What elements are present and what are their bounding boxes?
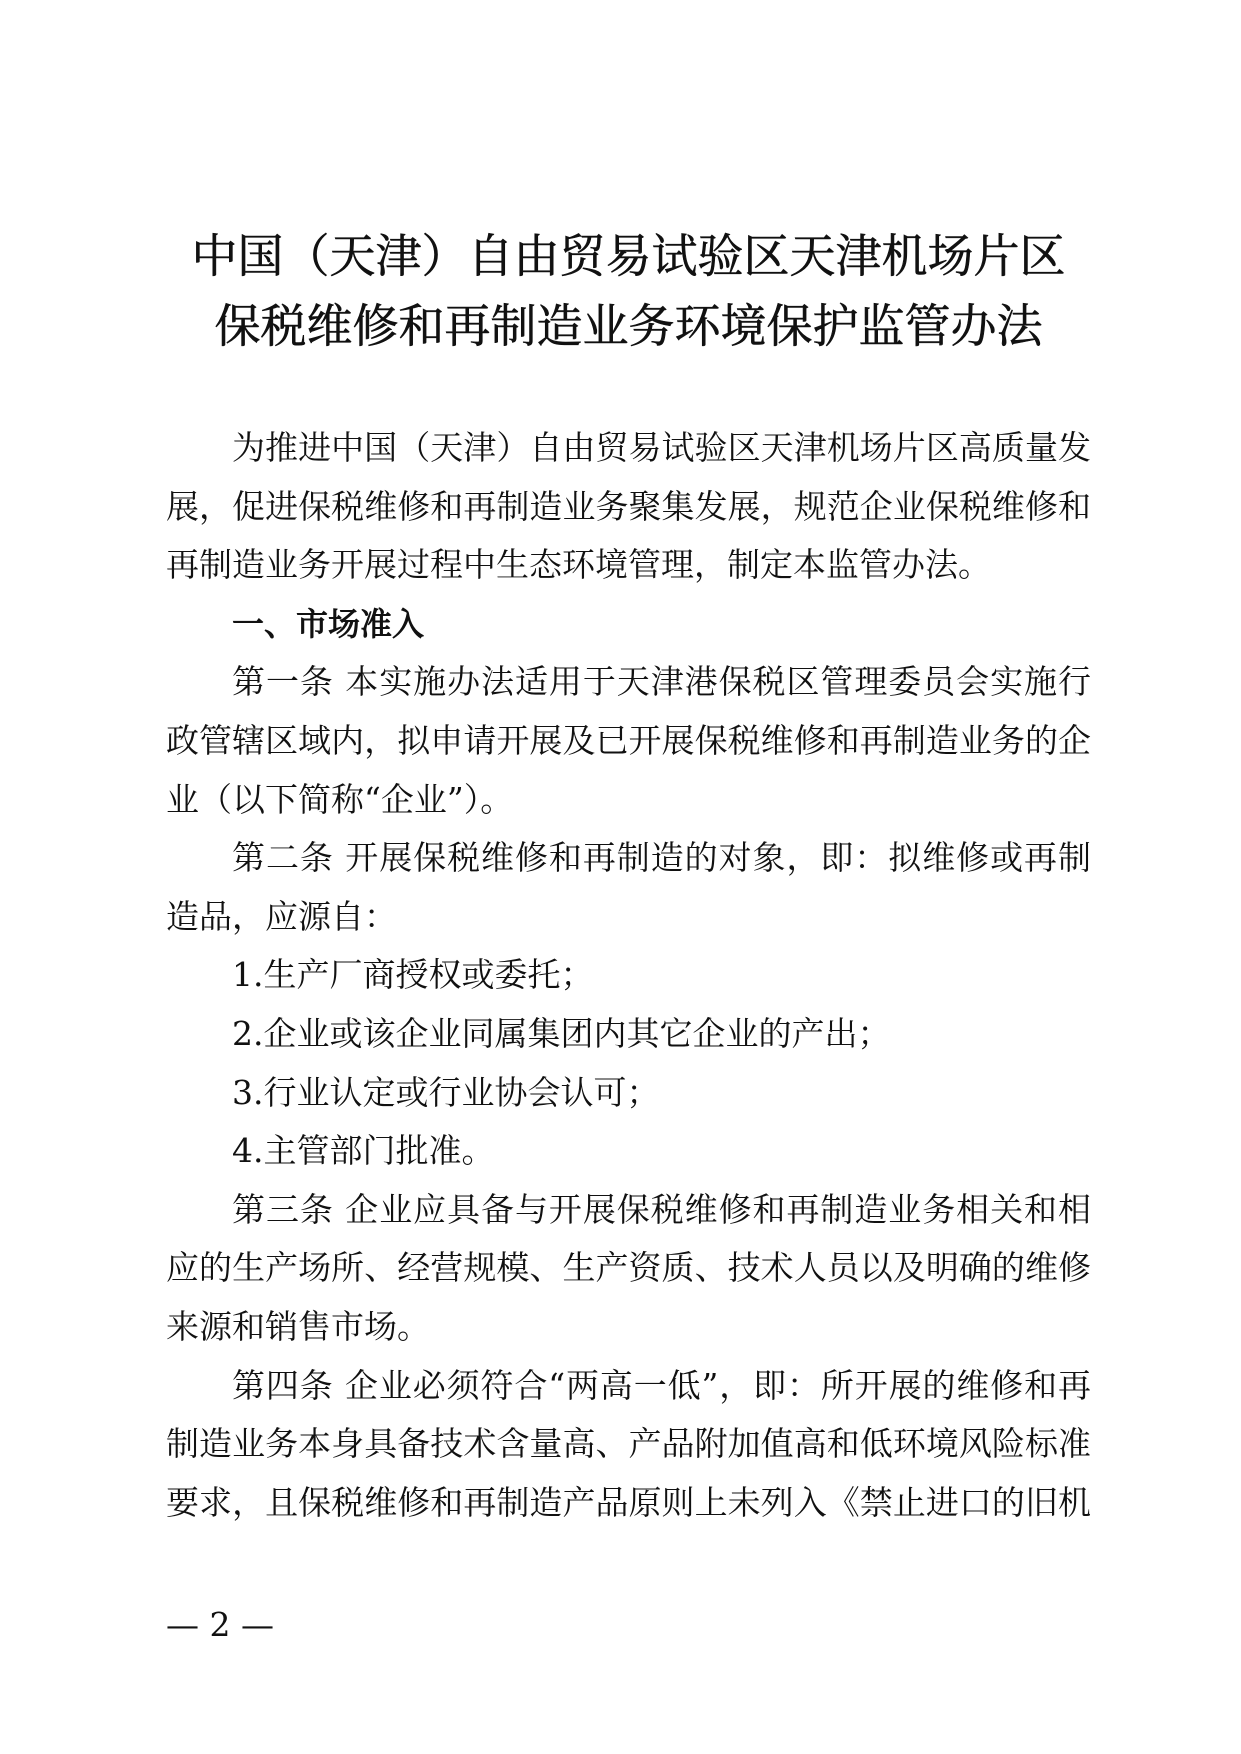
article-4 <box>166 1357 1091 1533</box>
title-line-1: 中国（天津）自由贸易试验区天津机场片区 <box>191 229 1066 283</box>
paragraph-line: 业（以下简称“企业”）。 <box>166 779 514 819</box>
paragraph-line: 第四条 企业必须符合“两高一低”，即：所开展的维修和再 <box>232 1365 1091 1405</box>
paragraph-line: 第二条 开展保税维修和再制造的对象，即：拟维修或再制 <box>232 838 1091 878</box>
paragraph-line: 要求，且保税维修和再制造产品原则上未列入《禁止进口的旧机 <box>166 1482 1091 1522</box>
paragraph-line: 造品，应源自： <box>166 896 397 936</box>
paragraph-line: 应的生产场所、经营规模、生产资质、技术人员以及明确的维修 <box>166 1248 1091 1288</box>
title-line-2: 保税维修和再制造业务环境保护监管办法 <box>214 299 1043 353</box>
list-item: 4.主管部门批准。 <box>232 1131 495 1171</box>
document-body <box>166 419 1091 1532</box>
article-2-list <box>166 946 1091 1180</box>
section-heading: 一、市场准入 <box>232 604 425 643</box>
list-item: 2.企业或该企业同属集团内其它企业的产出； <box>232 1013 891 1053</box>
paragraph-line: 再制造业务开展过程中生态环境管理，制定本监管办法。 <box>166 545 991 585</box>
paragraph-line: 展，促进保税维修和再制造业务聚集发展，规范企业保税维修和 <box>166 486 1091 526</box>
page-number: — 2 — <box>166 1605 274 1644</box>
list-item: 3.行业认定或行业协会认可； <box>232 1072 660 1112</box>
intro-paragraph <box>166 419 1091 595</box>
article-1 <box>166 653 1091 829</box>
paragraph-line: 政管辖区域内，拟申请开展及已开展保税维修和再制造业务的企 <box>166 720 1091 760</box>
paragraph-line: 第一条 本实施办法适用于天津港保税区管理委员会实施行 <box>232 662 1091 702</box>
paragraph-line: 来源和销售市场。 <box>166 1306 430 1346</box>
article-3 <box>166 1181 1091 1357</box>
list-item: 1.生产厂商授权或委托； <box>232 955 594 995</box>
paragraph-line: 制造业务本身具备技术含量高、产品附加值高和低环境风险标准 <box>166 1424 1091 1464</box>
article-2 <box>166 829 1091 946</box>
document-title <box>166 221 1091 361</box>
paragraph-line: 为推进中国（天津）自由贸易试验区天津机场片区高质量发 <box>232 428 1091 467</box>
paragraph-line: 第三条 企业应具备与开展保税维修和再制造业务相关和相 <box>232 1189 1091 1229</box>
